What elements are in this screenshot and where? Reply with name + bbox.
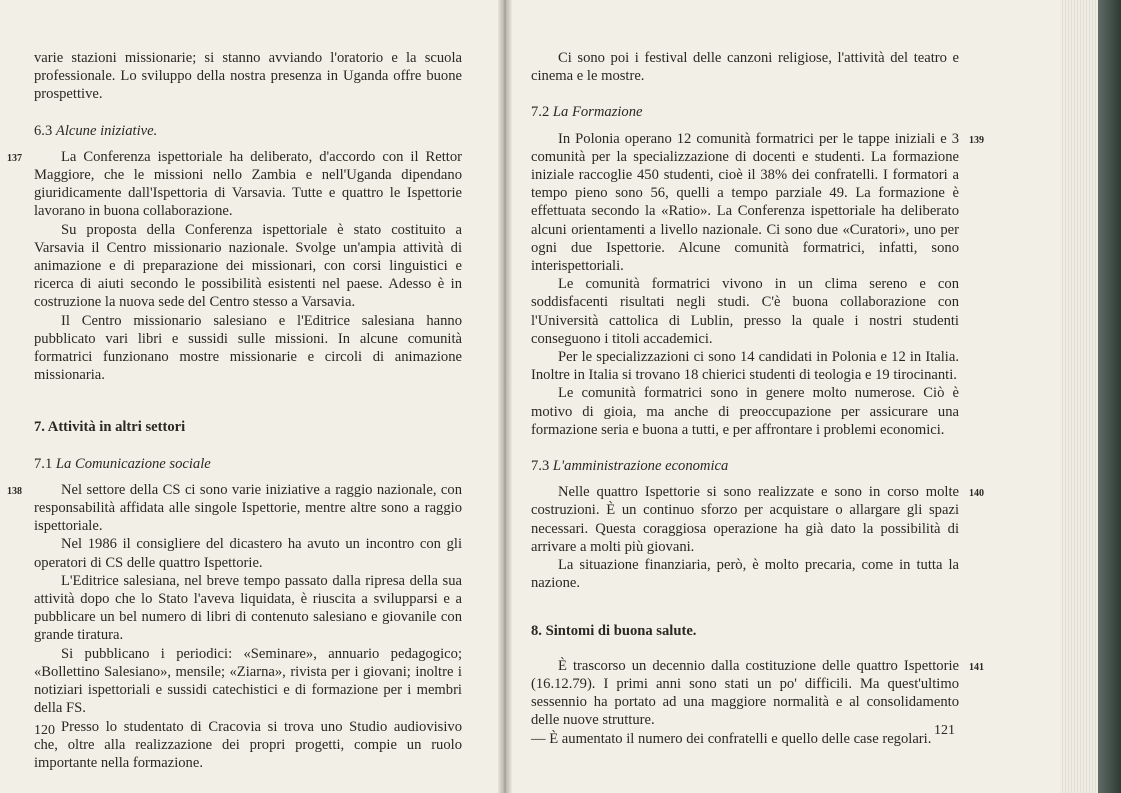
subsection-heading-7-1 (34, 455, 462, 473)
paragraph: È trascorso un decennio dalla costituzione delle quattro Ispettorie (16.12.79). I primi anni sono stati un po' difficili. Ma quest'ultimo sessennio ha portato ad una maggiore normalità e al consolidamento delle nuove strutture. (531, 657, 959, 729)
paragraph: Presso lo studentato di Cracovia si trova uno Studio audiovisivo che, oltre alla realizzazione dei propri progetti, compie un ruolo importante nella formazione. (34, 718, 462, 771)
heading-number: 7.2 (531, 104, 550, 121)
margin-number: 137 (7, 152, 22, 164)
subsection-heading-7-2 (531, 103, 959, 121)
paragraph-block-138 (7, 481, 462, 536)
paragraph: Le comunità formatrici vivono in un clima sereno e con soddisfacenti risultati negli studi. C'è buona collaborazione con l'Università cattolica di Lublin, presso la quale i nostri studenti conseguono i titoli accademici. (531, 276, 959, 347)
heading-title: L'amministrazione economica (552, 458, 729, 475)
page-number: 120 (34, 723, 55, 738)
heading-title: La Comunicazione sociale (55, 455, 211, 472)
page-number: 121 (934, 723, 955, 738)
heading-title: Alcune iniziative. (55, 122, 158, 139)
paragraph: La situazione finanziaria, però, è molto precaria, come in tutta la nazione. (531, 557, 959, 592)
paragraph: Nel 1986 il consigliere del dicastero ha avuto un incontro con gli operatori di CS delle quattro Ispettorie. (34, 536, 462, 571)
right-page (505, 0, 1060, 793)
margin-number: 138 (7, 485, 22, 497)
heading-number: 7.3 (531, 458, 550, 475)
paragraph-block-140 (531, 483, 984, 556)
margin-number: 140 (969, 488, 984, 500)
paragraph-block-139 (531, 130, 984, 276)
heading-number: 7.1 (34, 455, 53, 472)
paragraph: Nelle quattro Ispettorie si sono realizzate e sono in corso molte costruzioni. È un continuo sforzo per acquistare o allargare gli spazi necessari. Questa coraggiosa operazione ha già dato la possibilità di arrivare a molti più giovani. (531, 484, 959, 555)
margin-number: 139 (969, 134, 984, 146)
heading-number: 6.3 (34, 122, 53, 139)
paragraph: Le comunità formatrici sono in genere molto numerose. Ciò è motivo di gioia, ma anche di preoccupazione per assicurare una formazione seria e buona a tutti, e per affrontare i problemi economici. (531, 385, 959, 438)
left-page (0, 0, 505, 793)
section-heading-7: 7. Attività in altri settori (34, 419, 186, 436)
section-heading-8: 8. Sintomi di buona salute. (531, 623, 697, 640)
paragraph: Nel settore della CS ci sono varie iniziative a raggio nazionale, con responsabilità affidata alle singole Ispettorie, mentre altre sono a raggio ispettoriale. (34, 481, 462, 535)
paragraph: Ci sono poi i festival delle canzoni religiose, l'attività del teatro e cinema e le mostre. (531, 50, 959, 85)
paragraph: Il Centro missionario salesiano e l'Editrice salesiana hanno pubblicato vari libri e sussidi sulle missioni. In alcune comunità formatrici funzionano mostre missionarie e circoli di animazione missionaria. (34, 312, 462, 384)
subsection-heading-6-3 (34, 122, 462, 140)
paragraph: — È aumentato il numero dei confratelli e quello delle case regolari. (531, 730, 932, 747)
paragraph: Su proposta della Conferenza ispettoriale è stato costituito a Varsavia il Centro missionario nazionale. Svolge un'ampia attività di animazione e di preparazione dei missionari, con corsi linguistici e ricerca di aiuti secondo le possibilità esistenti nel paese. Adesso è in costruzione la nuova sede del Centro stesso a Varsavia. (34, 221, 462, 311)
right-page-text (531, 49, 984, 748)
book-gutter (498, 0, 512, 793)
paragraph: varie stazioni missionarie; si stanno avviando l'oratorio e la scuola professionale. Lo sviluppo della nostra presenza in Uganda offre buone prospettive. (34, 50, 462, 103)
margin-number: 141 (969, 661, 984, 673)
paragraph-block-141 (531, 657, 984, 730)
paragraph: La Conferenza ispettoriale ha deliberato, d'accordo con il Rettor Maggiore, che le missioni nello Zambia e nell'Uganda dipendano giuridicamente dall'Ispettoria di Varsavia. Tutte e quattro le Ispettorie lavorano in buona collaborazione. (34, 148, 462, 220)
book-cover-edge (1098, 0, 1121, 793)
heading-title: La Formazione (552, 104, 643, 121)
paragraph: In Polonia operano 12 comunità formatrici per le tappe iniziali e 3 comunità per la specializzazione di docenti e studenti. La formazione iniziale raccoglie 450 studenti, cioè il 38% dei confratelli. I formatori a tempo pieno sono 56, quelli a tempo parziale 49. La formazione è effettuata secondo la «Ratio». La Conferenza ispettoriale ha deliberato alcuni orientamenti a livello nazionale. Ci sono due «Curatori», uno per ogni due Ispettorie. Alcune comunità formatrici, infatti, sono interispettoriali. (531, 130, 959, 275)
paragraph: Si pubblicano i periodici: «Seminare», annuario pedagogico; «Bollettino Salesiano», mensile; «Ziarna», rivista per i giovani; inoltre i notiziari ispettoriali e sussidi catechistici e di formazione per i membri della FS. (34, 645, 462, 717)
subsection-heading-7-3 (531, 457, 959, 475)
left-page-text (7, 49, 462, 772)
paragraph: Per le specializzazioni ci sono 14 candidati in Polonia e 12 in Italia. Inoltre in Italia si trovano 18 chierici studenti di teologia e 19 tirocinanti. (531, 349, 959, 384)
paragraph: L'Editrice salesiana, nel breve tempo passato dalla ripresa della sua attività dopo che lo Stato l'aveva liquidata, è riuscita a svilupparsi e a pubblicare un bel numero di libri di contenuto salesiano e giovanile con grande tiratura. (34, 572, 462, 644)
paragraph-block-137 (7, 148, 462, 221)
